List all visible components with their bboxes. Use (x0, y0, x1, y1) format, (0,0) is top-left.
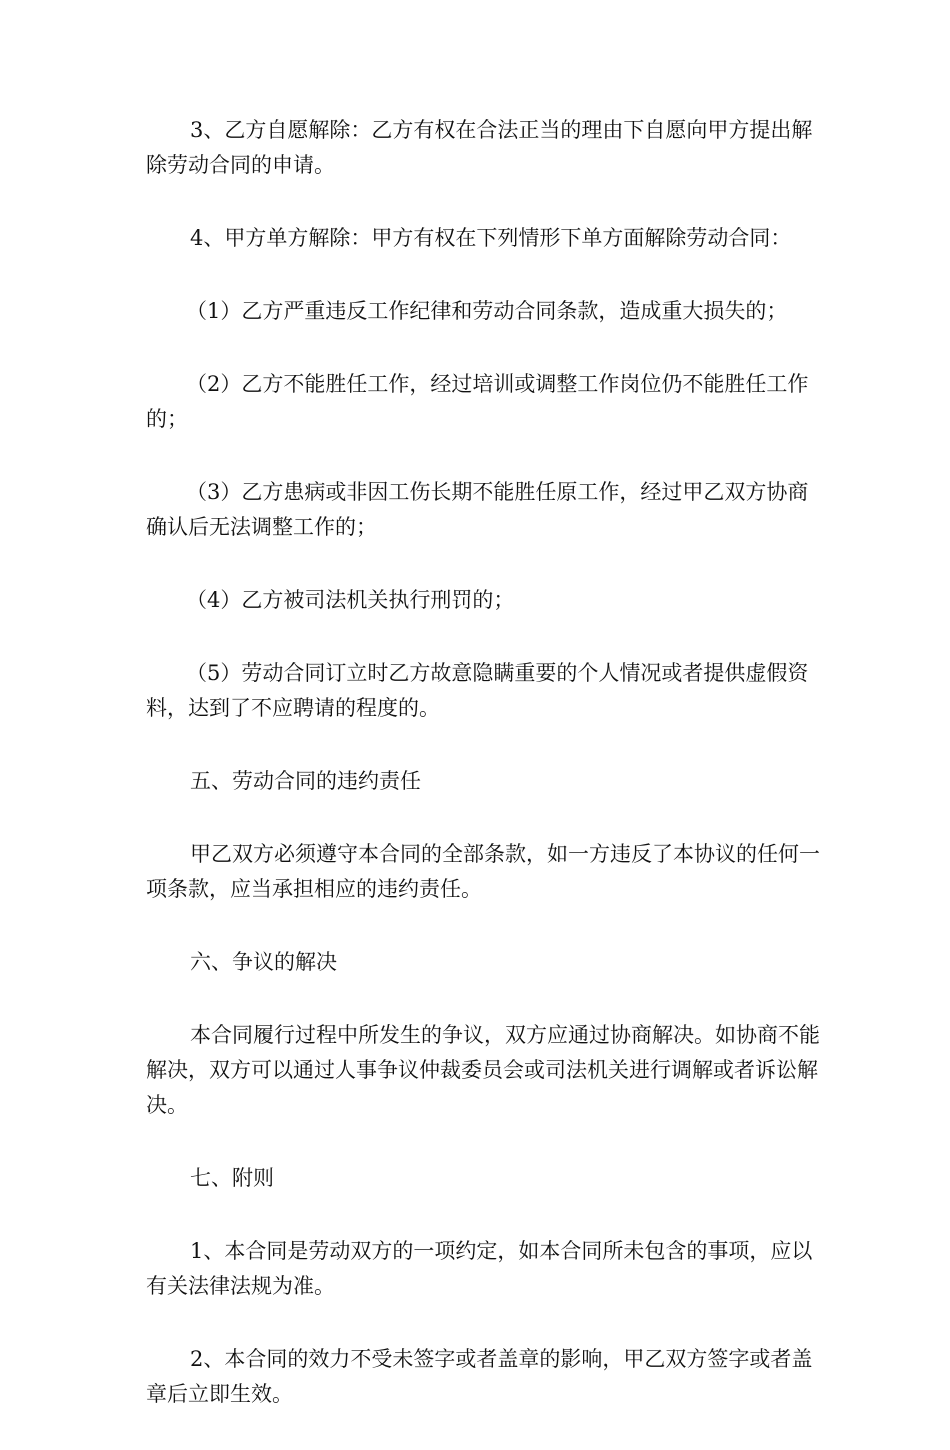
termination-case-2: （2）乙方不能胜任工作，经过培训或调整工作岗位仍不能胜任工作的； (146, 372, 809, 431)
clause-3-voluntary-termination: 3、乙方自愿解除：乙方有权在合法正当的理由下自愿向甲方提出解除劳动合同的申请。 (146, 118, 813, 177)
document-body (146, 113, 822, 1450)
termination-case-5: （5）劳动合同订立时乙方故意隐瞒重要的个人情况或者提供虚假资料，达到了不应聘请的程度的。 (146, 661, 809, 720)
termination-case-1: （1）乙方严重违反工作纪律和劳动合同条款，造成重大损失的； (186, 299, 788, 323)
supplementary-clause-2: 2、本合同的效力不受未签字或者盖章的影响，甲乙双方签字或者盖章后立即生效。 (146, 1347, 813, 1406)
section-heading-7: 七、附则 (190, 1166, 274, 1190)
section-heading-5: 五、劳动合同的违约责任 (190, 769, 421, 793)
termination-case-4: （4）乙方被司法机关执行刑罚的； (186, 588, 515, 612)
section-heading-6: 六、争议的解决 (190, 950, 337, 974)
supplementary-clause-1: 1、本合同是劳动双方的一项约定，如本合同所未包含的事项，应以有关法律法规为准。 (146, 1239, 813, 1298)
breach-liability-text: 甲乙双方必须遵守本合同的全部条款，如一方违反了本协议的任何一项条款，应当承担相应的违约责任。 (146, 842, 820, 901)
dispute-resolution-text: 本合同履行过程中所发生的争议，双方应通过协商解决。如协商不能解决，双方可以通过人事争议仲裁委员会或司法机关进行调解或者诉讼解决。 (146, 1023, 820, 1117)
clause-4-unilateral-termination: 4、甲方单方解除：甲方有权在下列情形下单方面解除劳动合同： (190, 226, 792, 250)
termination-case-3: （3）乙方患病或非因工伤长期不能胜任原工作，经过甲乙双方协商确认后无法调整工作的； (146, 480, 809, 539)
